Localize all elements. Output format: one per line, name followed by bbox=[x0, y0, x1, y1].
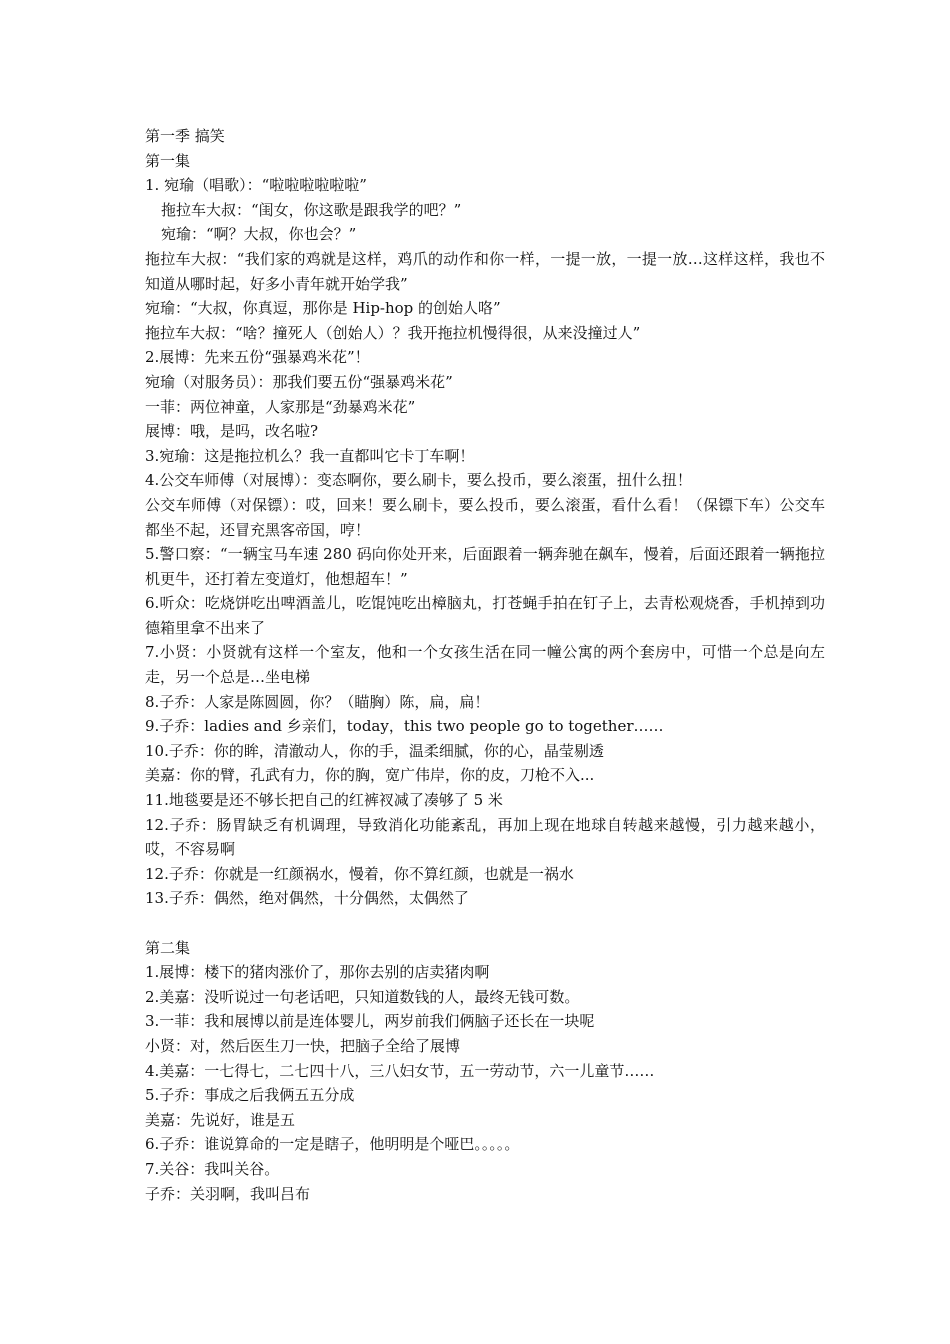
dialogue-line: 2.展博：先来五份“强暴鸡米花”！ bbox=[145, 348, 370, 367]
dialogue-line: 6.子乔：谁说算命的一定是瞎子，他明明是个哑巴。。。。。 bbox=[145, 1135, 520, 1154]
dialogue-line: 1. 宛瑜（唱歌）：“啦啦啦啦啦啦” bbox=[145, 176, 367, 195]
dialogue-line: 美嘉：你的臂，孔武有力，你的胸，宽广伟岸，你的皮，刀枪不入... bbox=[145, 766, 595, 785]
dialogue-line: 拖拉车大叔：“啥？撞死人（创始人）？我开拖拉机慢得很，从来没撞过人” bbox=[145, 323, 641, 342]
blank-line bbox=[145, 911, 825, 936]
dialogue-line: 5.警口察：“一辆宝马车速 280 码向你处开来，后面跟着一辆奔驰在飙车，慢着，后面还跟着一辆拖拉机更牛，还打着左变道灯，他想超车！” bbox=[145, 545, 825, 588]
dialogue-line: 3.宛瑜：这是拖拉机么？我一直都叫它卡丁车啊！ bbox=[145, 446, 475, 465]
dialogue-line: 子乔：关羽啊，我叫吕布 bbox=[145, 1184, 311, 1203]
document-page bbox=[145, 124, 825, 1206]
dialogue-line: 宛瑜（对服务员）：那我们要五份“强暴鸡米花” bbox=[145, 372, 453, 391]
dialogue-line: 5.子乔：事成之后我俩五五分成 bbox=[145, 1086, 355, 1105]
dialogue-line: 一菲：两位神童，人家那是“劲暴鸡米花” bbox=[145, 397, 416, 416]
dialogue-line: 公交车师傅（对保镖）：哎，回来！要么刷卡，要么投币，要么滚蛋，看什么看！（保镖下车）公交车都坐不起，还冒充黑客帝国，哼！ bbox=[145, 495, 825, 539]
dialogue-line: 1.展博：楼下的猪肉涨价了，那你去别的店卖猪肉啊 bbox=[145, 963, 490, 982]
dialogue-line: 10.子乔：你的眸，清澈动人，你的手，温柔细腻，你的心，晶莹剔透 bbox=[145, 741, 604, 760]
dialogue-line: 4.公交车师傅（对展博）：变态啊你，要么刷卡，要么投币，要么滚蛋，扭什么扭！ bbox=[145, 471, 692, 490]
dialogue-line: 9.子乔：ladies and 乡亲们，today，this two people go to together…… bbox=[145, 717, 664, 736]
dialogue-line: 展博：哦，是吗，改名啦? bbox=[145, 422, 319, 441]
dialogue-line: 美嘉：先说好，谁是五 bbox=[145, 1110, 296, 1129]
dialogue-line: 拖拉车大叔：“我们家的鸡就是这样，鸡爪的动作和你一样，一提一放，一提一放…这样这样，我也不知道从哪时起，好多小青年就开始学我” bbox=[145, 249, 825, 293]
dialogue-line: 7.小贤：小贤就有这样一个室友，他和一个女孩生活在同一幢公寓的两个套房中，可惜一个总是向左走，另一个总是…坐电梯 bbox=[145, 643, 825, 687]
episode-1-title: 第一集 bbox=[145, 151, 191, 170]
dialogue-line: 3.一菲：我和展博以前是连体婴儿，两岁前我们俩脑子还长在一块呢 bbox=[145, 1012, 595, 1031]
dialogue-line: 4.美嘉：一七得七，二七四十八，三八妇女节，五一劳动节，六一儿童节…… bbox=[145, 1061, 655, 1080]
dialogue-line: 拖拉车大叔：“闺女，你这歌是跟我学的吧？” bbox=[161, 200, 462, 219]
dialogue-line: 12.子乔：你就是一红颜祸水，慢着，你不算红颜，也就是一祸水 bbox=[145, 864, 574, 883]
dialogue-line: 小贤：对，然后医生刀一快，把脑子全给了展博 bbox=[145, 1036, 461, 1055]
dialogue-line: 12.子乔：肠胃缺乏有机调理，导致消化功能紊乱，再加上现在地球自转越来越慢，引力越来越小，哎，不容易啊 bbox=[145, 815, 825, 859]
dialogue-line: 11.地毯要是还不够长把自己的红裤衩减了凑够了 5 米 bbox=[145, 791, 503, 810]
dialogue-line: 7.关谷：我叫关谷。 bbox=[145, 1159, 280, 1178]
dialogue-line: 宛瑜：“啊？大叔，你也会？” bbox=[161, 225, 357, 244]
dialogue-line: 13.子乔：偶然，绝对偶然，十分偶然，太偶然了 bbox=[145, 889, 469, 908]
dialogue-line: 8.子乔：人家是陈圆圆，你？（瞄胸）陈，扁，扁！ bbox=[145, 692, 490, 711]
episode-2-title: 第二集 bbox=[145, 938, 191, 957]
season-title: 第一季 搞笑 bbox=[145, 127, 225, 145]
dialogue-line: 2.美嘉：没听说过一句老话吧，只知道数钱的人，最终无钱可数。 bbox=[145, 987, 580, 1006]
dialogue-line: 6.听众：吃烧饼吃出啤酒盖儿，吃馄饨吃出樟脑丸，打苍蝇手拍在钉子上，去青松观烧香，手机掉到功德箱里拿不出来了 bbox=[145, 594, 825, 637]
dialogue-line: 宛瑜：“大叔，你真逗，那你是 Hip-hop 的创始人咯” bbox=[145, 299, 501, 318]
